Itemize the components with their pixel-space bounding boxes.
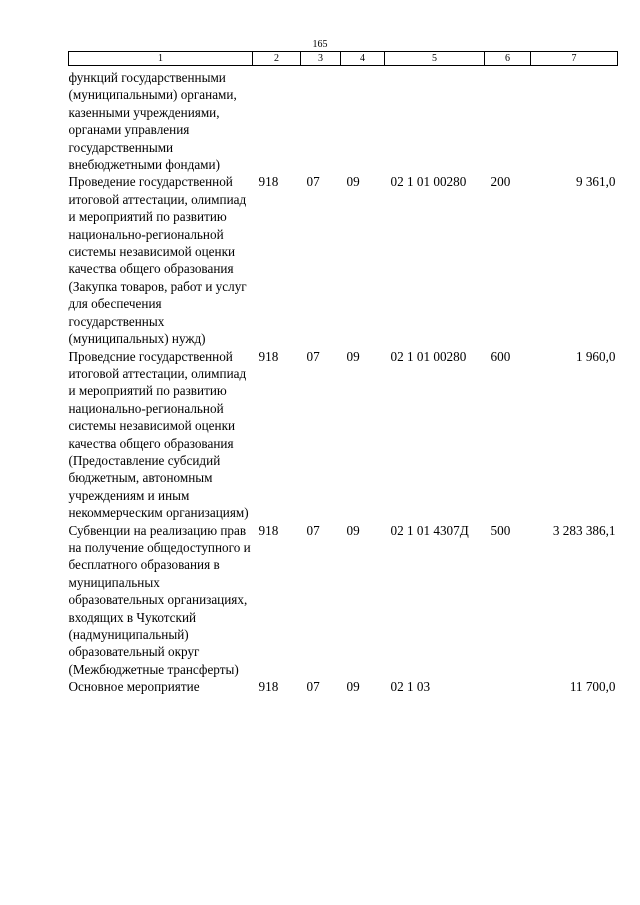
row-target: 02 1 01 00280	[390, 174, 467, 190]
table-row	[69, 173, 618, 347]
row-ministry: 918	[258, 679, 279, 695]
row-section	[301, 66, 341, 174]
table-header	[69, 52, 618, 66]
header-col-7: 7	[531, 52, 618, 66]
row-type: 500	[490, 522, 511, 538]
row-amount: 9 361,0	[575, 174, 616, 190]
row-section: 07	[306, 522, 320, 538]
row-type: 200	[490, 174, 511, 190]
table-row	[69, 678, 618, 695]
table-row	[69, 66, 618, 174]
header-col-2: 2	[253, 52, 301, 66]
row-subsection	[341, 66, 385, 174]
row-type	[485, 678, 531, 695]
row-subsection: 09	[346, 522, 360, 538]
page-number: 165	[312, 39, 328, 50]
row-amount	[531, 66, 618, 174]
row-section: 07	[306, 679, 320, 695]
header-col-3: 3	[301, 52, 341, 66]
row-ministry	[253, 66, 301, 174]
table-row	[69, 348, 618, 522]
row-name: функций государственными (муниципальными) органами, казенными учреждениями, органами управления государственными внебюджетными фондами)	[68, 70, 237, 173]
budget-table	[68, 51, 618, 696]
row-subsection: 09	[346, 348, 360, 364]
row-subsection: 09	[346, 174, 360, 190]
row-ministry: 918	[258, 522, 279, 538]
row-section: 07	[306, 348, 320, 364]
row-target: 02 1 01 00280	[390, 348, 467, 364]
header-col-4: 4	[341, 52, 385, 66]
row-amount: 11 700,0	[569, 679, 616, 695]
row-type	[485, 66, 531, 174]
row-amount: 3 283 386,1	[552, 522, 616, 538]
header-col-1: 1	[69, 52, 253, 66]
row-name: Основное мероприятие	[68, 679, 200, 695]
row-target: 02 1 03	[390, 679, 431, 695]
row-amount: 1 960,0	[575, 348, 616, 364]
row-ministry: 918	[258, 174, 279, 190]
row-section: 07	[306, 174, 320, 190]
row-ministry: 918	[258, 348, 279, 364]
table-row	[69, 522, 618, 679]
row-target	[385, 66, 485, 174]
row-type: 600	[490, 348, 511, 364]
header-col-6: 6	[485, 52, 531, 66]
row-name: Субвенции на реализацию прав на получение общедоступного и бесплатного образования в муниципальных образовательных организациях, входящих в Чукотский (надмуниципальный) образовательный округ (Межбюджетные трансферты)	[68, 522, 251, 677]
row-name: Проведсние государственной итоговой аттестации, олимпиад и мероприятий по развитию национально-региональной системы независимой оценки качества общего образования (Предоставление субсидий бюджетным, автономным учреждениям и иным некоммерческим организациям)	[68, 348, 249, 521]
row-name: Проведение государственной итоговой аттестации, олимпиад и мероприятий по развитию национально-региональной системы независимой оценки качества общего образования (Закупка товаров, работ и услуг для обеспечения государственных (муниципальных) нужд)	[68, 174, 247, 347]
header-col-5: 5	[385, 52, 485, 66]
table-body	[69, 66, 618, 696]
row-subsection: 09	[346, 679, 360, 695]
row-target: 02 1 01 4307Д	[390, 522, 469, 538]
